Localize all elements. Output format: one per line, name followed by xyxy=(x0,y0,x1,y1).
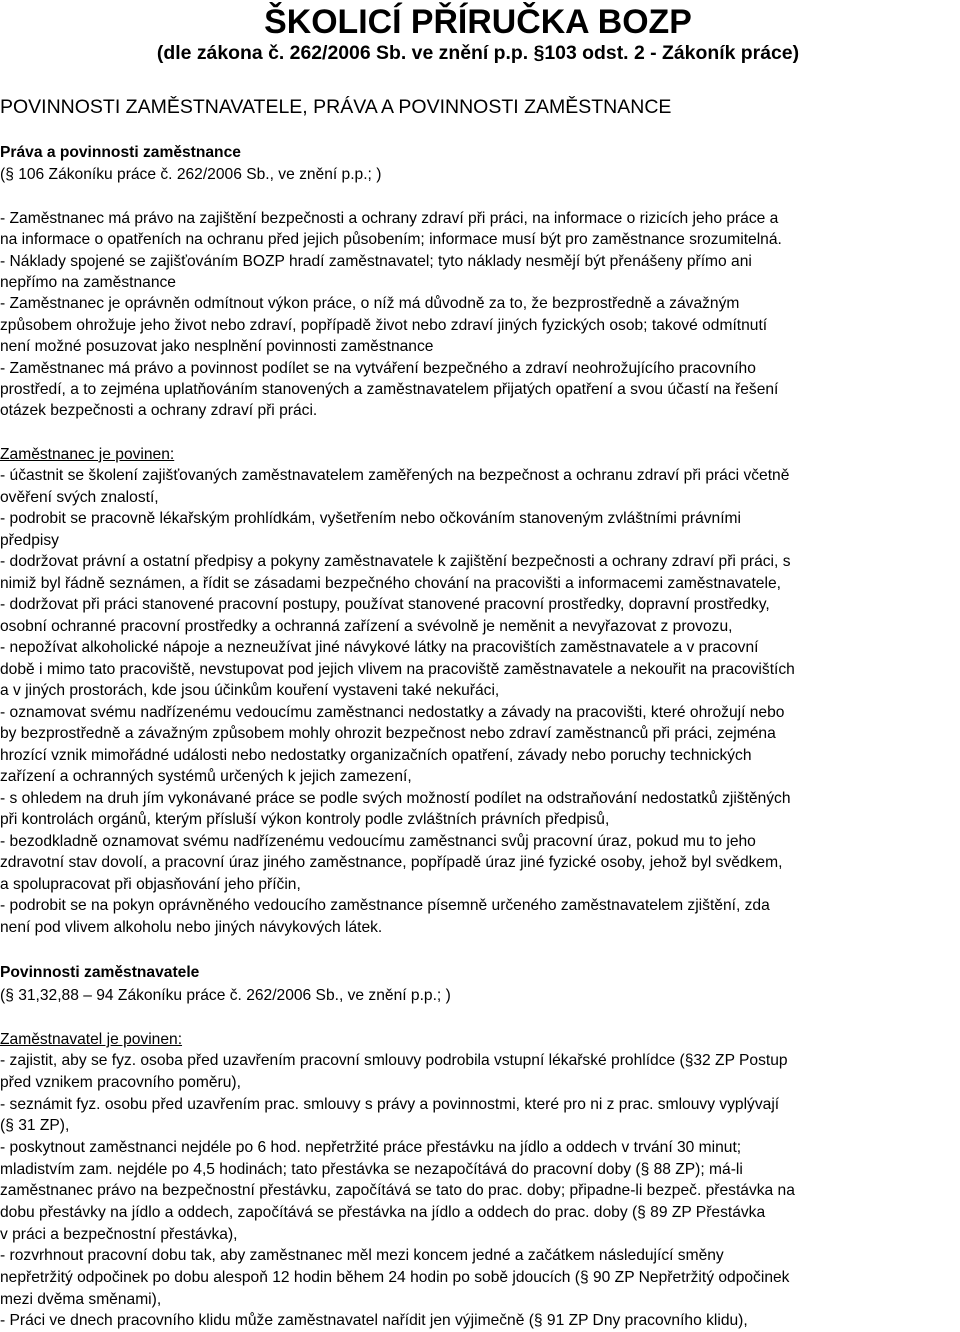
text-line: a spolupracovat při objasňování jeho příčin, xyxy=(0,876,301,893)
text-line: před vznikem pracovního poměru), xyxy=(0,1074,241,1091)
text-line: dobu přestávky na jídlo a oddech, započítává se přestávka na jídlo a oddech do prac. doby (§ 89 ZP Přestávka xyxy=(0,1204,766,1221)
text-line: není možné posuzovat jako nesplnění povinnosti zaměstnance xyxy=(0,338,434,355)
main-heading: POVINNOSTI ZAMĚSTNAVATELE, PRÁVA A POVINNOSTI ZAMĚSTNANCE xyxy=(0,96,672,118)
text-line: není pod vlivem alkoholu nebo jiných návykových látek. xyxy=(0,919,383,936)
text-line: zařízení a ochranných systémů určených k jejich zamezení, xyxy=(0,768,412,785)
employee-rights-reference: (§ 106 Zákoníku práce č. 262/2006 Sb., ve znění p.p.; ) xyxy=(0,166,382,183)
text-line: hrozící vznik mimořádné události nebo nedostatky organizačních opatření, závady nebo poruchy technických xyxy=(0,747,752,764)
text-line: - podrobit se na pokyn oprávněného vedoucího zaměstnance písemně určeného zaměstnavatelem zjištění, zda xyxy=(0,897,770,914)
text-line: - rozvrhnout pracovní dobu tak, aby zaměstnanec měl mezi koncem jedné a začátkem následující směny xyxy=(0,1247,724,1264)
employer-duties-heading: Povinnosti zaměstnavatele xyxy=(0,964,200,981)
text-line: - nepožívat alkoholické nápoje a nezneužívat jiné návykové látky na pracovištích zaměstnavatele a v pracovní xyxy=(0,639,759,656)
text-line: a v jiných prostorách, kde jsou účinkům kouření vystaveni také nekuřáci, xyxy=(0,682,500,699)
text-line: - Náklady spojené se zajišťováním BOZP hradí zaměstnavatel; tyto náklady nesmějí být přenášeny přímo ani xyxy=(0,253,752,270)
text-line: způsobem ohrožuje jeho život nebo zdraví, popřípadě život nebo zdraví jiných fyzických osob; takové odmítnutí xyxy=(0,317,768,334)
text-line: - dodržovat při práci stanovené pracovní postupy, používat stanovené pracovní prostředky, dopravní prostředky, xyxy=(0,596,770,613)
text-line: - poskytnout zaměstnanci nejdéle po 6 hod. nepřetržité práce přestávku na jídlo a oddech v trvání 30 minut; xyxy=(0,1139,742,1156)
text-line: nepřetržitý odpočinek po dobu alespoň 12 hodin během 24 hodin po sobě jdoucích (§ 90 ZP Nepřetržitý odpočinek xyxy=(0,1269,790,1286)
text-line: - oznamovat svému nadřízenému vedoucímu zaměstnanci nedostatky a závady na pracovišti, které ohrožují nebo xyxy=(0,704,785,721)
text-line: - bezodkladně oznamovat svému nadřízenému vedoucímu zaměstnanci svůj pracovní úraz, pokud mu to jeho xyxy=(0,833,756,850)
text-line: zdravotní stav dovolí, a pracovní úraz jiného zaměstnance, popřípadě úraz jiné fyzické osoby, jehož byl svědkem, xyxy=(0,854,783,871)
text-line: zaměstnanec právo na bezpečnostní přestávku, započítává se tato do prac. doby; připadne-li bezpeč. přestávka na xyxy=(0,1182,795,1199)
text-line: nimiž byl řádně seznámen, a řídit se zásadami bezpečného chování na pracovišti a informacemi zaměstnavatele, xyxy=(0,575,781,592)
text-line: předpisy xyxy=(0,532,59,549)
text-line: - Zaměstnanec má právo na zajištění bezpečnosti a ochrany zdraví při práci, na informace o rizicích jeho práce a xyxy=(0,210,779,227)
text-line: době i mimo tato pracoviště, nevstupovat pod jejich vlivem na pracoviště zaměstnavatele a nekouřit na pracovištích xyxy=(0,661,795,678)
employer-duties-reference: (§ 31,32,88 – 94 Zákoníku práce č. 262/2006 Sb., ve znění p.p.; ) xyxy=(0,987,451,1004)
text-line: v práci a bezpečnostní přestávka), xyxy=(0,1226,238,1243)
text-line: - s ohledem na druh jím vykonávané práce se podle svých možností podílet na odstraňování nedostatků zjištěných xyxy=(0,790,791,807)
text-line: (§ 31 ZP), xyxy=(0,1117,70,1134)
text-line: - účastnit se školení zajišťovaných zaměstnavatelem zaměřených na bezpečnost a ochranu zdraví při práci včetně xyxy=(0,467,790,484)
text-line: nepřímo na zaměstnance xyxy=(0,274,176,291)
text-line: by bezprostředně a závažným způsobem mohly ohrozit bezpečnost nebo zdraví zaměstnanců při práci, zejména xyxy=(0,725,776,742)
document-title: ŠKOLICÍ PŘÍRUČKA BOZP xyxy=(264,3,692,41)
employee-rights-heading: Práva a povinnosti zaměstnance xyxy=(0,144,241,161)
text-line: mladistvím zam. nejdéle po 4,5 hodinách; tato přestávka se nezapočítává do pracovní doby (§ 88 ZP); má-li xyxy=(0,1161,743,1178)
text-line: na informace o opatřeních na ochranu před jejich působením; informace musí být pro zaměstnance srozumitelná. xyxy=(0,231,782,248)
text-line: - Zaměstnanec je oprávněn odmítnout výkon práce, o níž má důvodně za to, že bezprostředně a závažným xyxy=(0,295,740,312)
text-line: - podrobit se pracovně lékařským prohlídkám, vyšetřením nebo očkováním stanoveným zvláštními právními xyxy=(0,510,742,527)
text-line: - Zaměstnanec má právo a povinnost podílet se na vytváření bezpečného a zdraví neohrožujícího pracovního xyxy=(0,360,756,377)
employee-duties-heading: Zaměstnanec je povinen: xyxy=(0,446,175,463)
text-line: mezi dvěma směnami), xyxy=(0,1291,162,1308)
employer-duties-subheading: Zaměstnavatel je povinen: xyxy=(0,1031,183,1048)
text-line: osobní ochranné pracovní prostředky a ochranná zařízení a svévolně je neměnit a nevyřazovat z provozu, xyxy=(0,618,733,635)
text-line: prostředí, a to zejména uplatňováním stanovených a zaměstnavatelem přijatých opatření a svou účastí na řešení xyxy=(0,381,779,398)
text-line: otázek bezpečnosti a ochrany zdraví při práci. xyxy=(0,402,318,419)
text-line: - seznámit fyz. osobu před uzavřením prac. smlouvy s právy a povinnostmi, které pro ni z prac. smlouvy vyplývají xyxy=(0,1096,780,1113)
text-line: - Práci ve dnech pracovního klidu může zaměstnavatel nařídit jen výjimečně (§ 91 ZP Dny pracovního klidu), xyxy=(0,1312,748,1329)
text-line: - zajistit, aby se fyz. osoba před uzavřením pracovní smlouvy podrobila vstupní lékařské prohlídce (§32 ZP Postup xyxy=(0,1052,788,1069)
document-subtitle: (dle zákona č. 262/2006 Sb. ve znění p.p. §103 odst. 2 - Zákoník práce) xyxy=(156,42,800,64)
text-line: - dodržovat právní a ostatní předpisy a pokyny zaměstnavatele k zajištění bezpečnosti a ochrany zdraví při práci, s xyxy=(0,553,791,570)
text-line: při kontrolách orgánů, kterým přísluší výkon kontroly podle zvláštních právních předpisů, xyxy=(0,811,610,828)
text-line: ověření svých znalostí, xyxy=(0,489,159,506)
